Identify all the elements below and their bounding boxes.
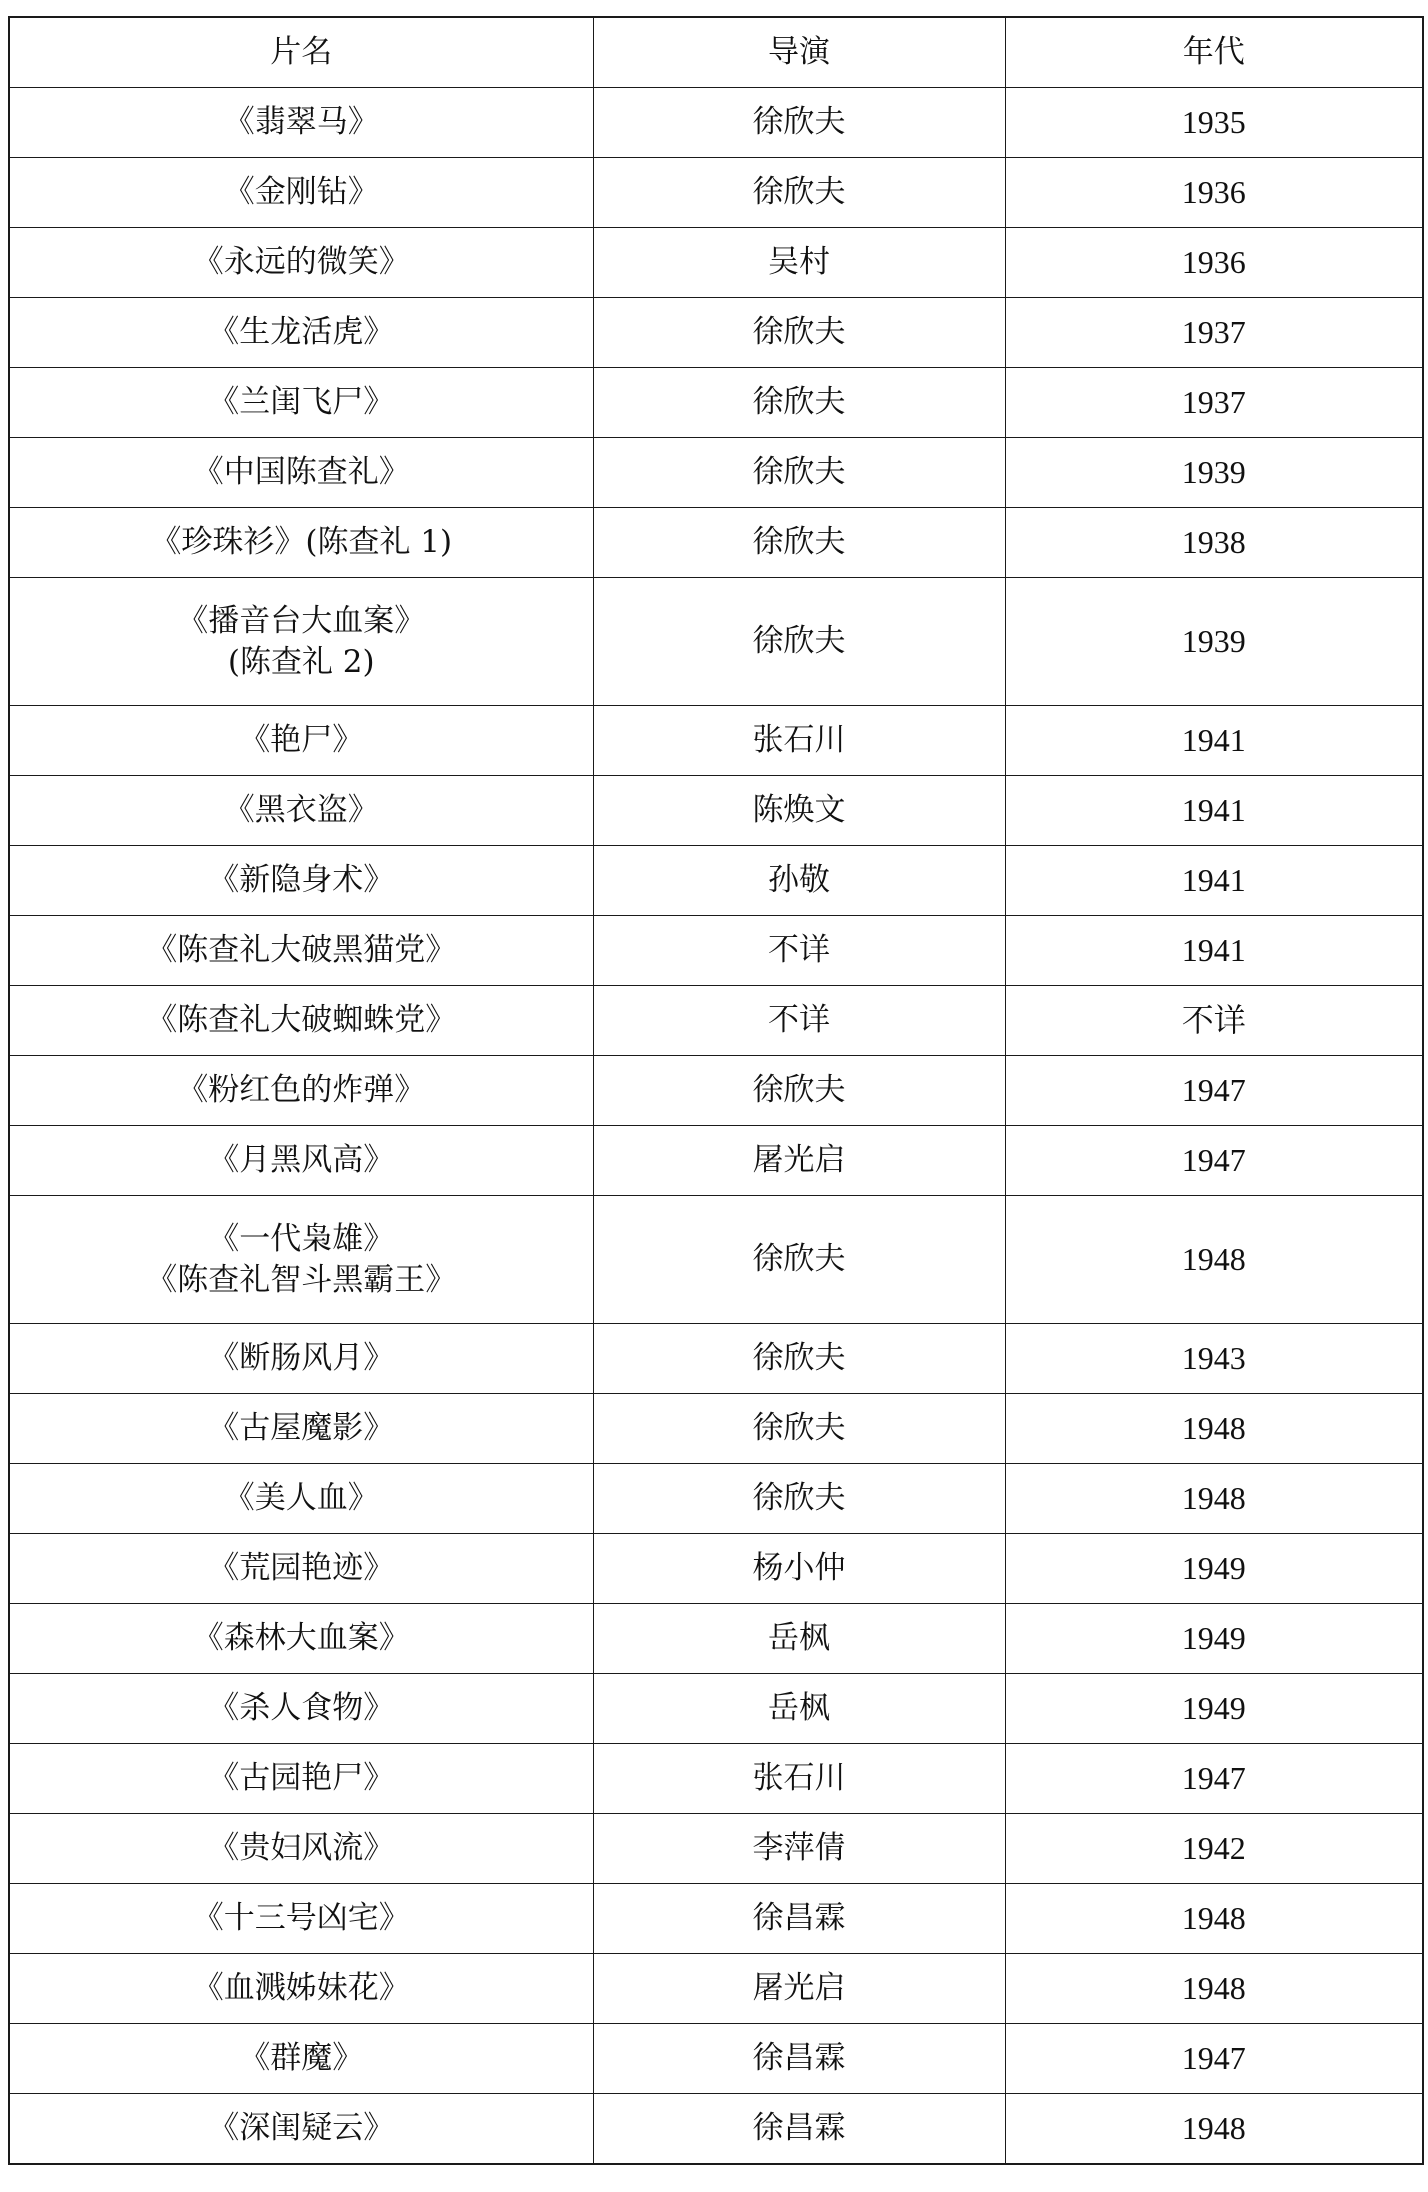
film-title-line: 《十三号凶宅》 [192, 1900, 410, 1937]
film-title-line: 《陈查礼智斗黑霸王》 [146, 1261, 457, 1298]
film-title-cell [9, 1324, 593, 1394]
director-cell: 屠光启 [593, 1954, 1005, 2024]
year-cell: 1936 [1005, 228, 1423, 298]
table-row [9, 2024, 1423, 2094]
director-cell: 张石川 [593, 1744, 1005, 1814]
year-cell: 1948 [1005, 1464, 1423, 1534]
table-row [9, 1674, 1423, 1744]
year-cell: 1941 [1005, 706, 1423, 776]
film-title-cell [9, 1056, 593, 1126]
film-title-cell [9, 1604, 593, 1674]
year-cell: 1936 [1005, 158, 1423, 228]
director-cell: 杨小仲 [593, 1534, 1005, 1604]
director-cell: 张石川 [593, 706, 1005, 776]
table-row [9, 776, 1423, 846]
table-row [9, 508, 1423, 578]
film-title-cell [9, 1674, 593, 1744]
year-cell: 1949 [1005, 1674, 1423, 1744]
table-row [9, 88, 1423, 158]
year-cell: 1947 [1005, 2024, 1423, 2094]
year-cell: 1937 [1005, 298, 1423, 368]
director-cell: 岳枫 [593, 1674, 1005, 1744]
film-title-line: 《粉红色的炸弹》 [177, 1072, 426, 1109]
year-cell: 1947 [1005, 1056, 1423, 1126]
film-title-line: 《金刚钻》 [223, 174, 379, 211]
year-cell: 1948 [1005, 1884, 1423, 1954]
year-cell: 1937 [1005, 368, 1423, 438]
film-title-cell [9, 1744, 593, 1814]
year-cell: 1935 [1005, 88, 1423, 158]
film-title-cell [9, 2094, 593, 2165]
film-title-line: 《黑衣盗》 [223, 792, 379, 829]
table-row [9, 1884, 1423, 1954]
director-cell: 吴村 [593, 228, 1005, 298]
director-cell: 徐昌霖 [593, 2094, 1005, 2165]
film-title-cell [9, 158, 593, 228]
director-cell: 徐欣夫 [593, 578, 1005, 706]
film-title-cell [9, 1814, 593, 1884]
film-title-cell [9, 2024, 593, 2094]
header-director: 导演 [593, 17, 1005, 88]
film-title-line: (陈查礼 2) [227, 643, 375, 680]
film-title-line: 《陈查礼大破黑猫党》 [146, 932, 457, 969]
director-cell: 不详 [593, 916, 1005, 986]
film-title-line: 《杀人食物》 [208, 1690, 395, 1727]
table-row [9, 1196, 1423, 1324]
film-title-cell [9, 1196, 593, 1324]
film-title-cell [9, 508, 593, 578]
director-cell: 徐欣夫 [593, 1324, 1005, 1394]
film-title-cell [9, 438, 593, 508]
film-title-cell [9, 578, 593, 706]
director-cell: 徐昌霖 [593, 1884, 1005, 1954]
year-cell: 1949 [1005, 1604, 1423, 1674]
table-row [9, 1394, 1423, 1464]
year-cell: 1947 [1005, 1126, 1423, 1196]
film-title-line: 《古屋魔影》 [208, 1410, 395, 1447]
film-title-cell [9, 916, 593, 986]
director-cell: 岳枫 [593, 1604, 1005, 1674]
year-cell: 1949 [1005, 1534, 1423, 1604]
year-cell: 1943 [1005, 1324, 1423, 1394]
film-title-line: 《播音台大血案》 [177, 603, 426, 640]
film-title-cell [9, 298, 593, 368]
director-cell: 徐欣夫 [593, 508, 1005, 578]
film-title-line: 《深闺疑云》 [208, 2110, 395, 2147]
film-title-line: 《月黑风高》 [208, 1142, 395, 1179]
year-cell: 1941 [1005, 846, 1423, 916]
film-title-cell [9, 1394, 593, 1464]
film-title-cell [9, 228, 593, 298]
film-title-line: 《群魔》 [239, 2040, 364, 2077]
film-title-line: 《永远的微笑》 [192, 244, 410, 281]
film-title-line: 《兰闺飞尸》 [208, 384, 395, 421]
film-title-cell [9, 846, 593, 916]
film-title-cell [9, 368, 593, 438]
director-cell: 徐昌霖 [593, 2024, 1005, 2094]
table-row [9, 368, 1423, 438]
film-title-cell [9, 776, 593, 846]
table-body [9, 88, 1423, 2165]
year-cell: 1947 [1005, 1744, 1423, 1814]
table-row [9, 1744, 1423, 1814]
film-title-line: 《森林大血案》 [192, 1620, 410, 1657]
year-cell: 1939 [1005, 438, 1423, 508]
director-cell: 不详 [593, 986, 1005, 1056]
film-title-cell [9, 1884, 593, 1954]
film-title-line: 《一代枭雄》 [208, 1221, 395, 1258]
film-title-cell [9, 88, 593, 158]
film-title-cell [9, 1954, 593, 2024]
film-title-cell [9, 1464, 593, 1534]
year-cell: 1948 [1005, 2094, 1423, 2165]
table-row [9, 2094, 1423, 2165]
table-row [9, 1604, 1423, 1674]
table-row [9, 1126, 1423, 1196]
table-row [9, 1814, 1423, 1884]
director-cell: 徐欣夫 [593, 88, 1005, 158]
header-title: 片名 [9, 17, 593, 88]
film-title-line: 《中国陈查礼》 [192, 454, 410, 491]
film-title-line: 《荒园艳迹》 [208, 1550, 395, 1587]
table-row [9, 1954, 1423, 2024]
director-cell: 陈焕文 [593, 776, 1005, 846]
director-cell: 屠光启 [593, 1126, 1005, 1196]
table-row [9, 986, 1423, 1056]
film-title-line: 《翡翠马》 [223, 104, 379, 141]
year-cell: 不详 [1005, 986, 1423, 1056]
year-cell: 1948 [1005, 1394, 1423, 1464]
year-cell: 1939 [1005, 578, 1423, 706]
table-row [9, 1534, 1423, 1604]
film-title-line: 《艳尸》 [239, 722, 364, 759]
director-cell: 徐欣夫 [593, 1196, 1005, 1324]
film-title-line: 《贵妇风流》 [208, 1830, 395, 1867]
director-cell: 徐欣夫 [593, 1464, 1005, 1534]
film-title-cell [9, 986, 593, 1056]
table-row [9, 916, 1423, 986]
table-row [9, 298, 1423, 368]
year-cell: 1942 [1005, 1814, 1423, 1884]
film-table [8, 16, 1424, 2165]
table-row [9, 1464, 1423, 1534]
year-cell: 1948 [1005, 1954, 1423, 2024]
table-row [9, 1056, 1423, 1126]
header-year: 年代 [1005, 17, 1423, 88]
film-title-cell [9, 1126, 593, 1196]
director-cell: 徐欣夫 [593, 298, 1005, 368]
director-cell: 李萍倩 [593, 1814, 1005, 1884]
film-title-line: 《血溅姊妹花》 [192, 1970, 410, 2007]
table-row [9, 706, 1423, 776]
film-title-line: 《新隐身术》 [208, 862, 395, 899]
table-row [9, 578, 1423, 706]
table-header-row [9, 17, 1423, 88]
year-cell: 1941 [1005, 916, 1423, 986]
table-row [9, 846, 1423, 916]
table-row [9, 1324, 1423, 1394]
director-cell: 徐欣夫 [593, 1394, 1005, 1464]
film-title-cell [9, 1534, 593, 1604]
year-cell: 1938 [1005, 508, 1423, 578]
film-title-cell [9, 706, 593, 776]
film-title-line: 《古园艳尸》 [208, 1760, 395, 1797]
year-cell: 1948 [1005, 1196, 1423, 1324]
film-title-line: 《断肠风月》 [208, 1340, 395, 1377]
director-cell: 徐欣夫 [593, 438, 1005, 508]
film-title-line: 《陈查礼大破蜘蛛党》 [146, 1002, 457, 1039]
director-cell: 徐欣夫 [593, 1056, 1005, 1126]
director-cell: 徐欣夫 [593, 158, 1005, 228]
table-row [9, 158, 1423, 228]
year-cell: 1941 [1005, 776, 1423, 846]
director-cell: 孙敬 [593, 846, 1005, 916]
film-title-line: 《生龙活虎》 [208, 314, 395, 351]
table-row [9, 228, 1423, 298]
table-row [9, 438, 1423, 508]
film-title-line: 《珍珠衫》(陈查礼 1) [150, 524, 453, 561]
film-title-line: 《美人血》 [223, 1480, 379, 1517]
director-cell: 徐欣夫 [593, 368, 1005, 438]
